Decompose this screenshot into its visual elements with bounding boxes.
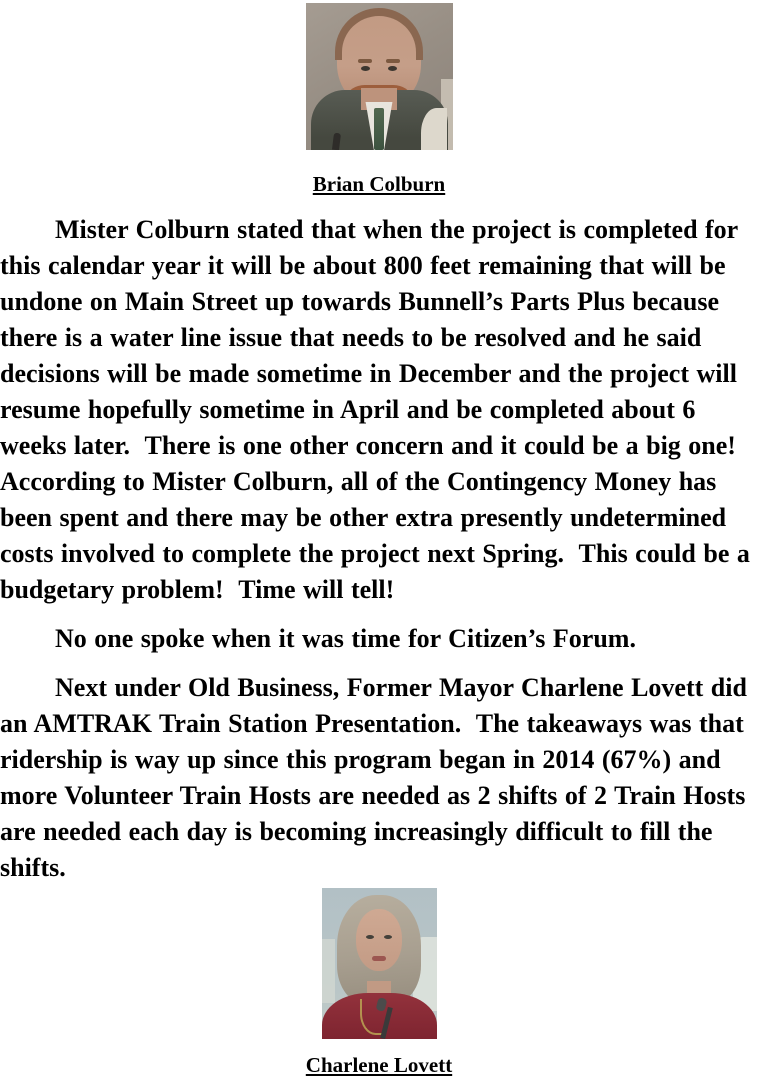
charlene-eye-shape [384,935,392,939]
charlene-mouth-shape [372,956,386,961]
brian-eyebrow-shape [358,59,372,63]
brian-colburn-photo [306,3,453,150]
brian-eye-shape [361,66,370,71]
paragraph-colburn-report: Mister Colburn stated that when the project is completed for this calendar year it will be about 800 feet remaining that will be undone on Main Street up towards Bunnell’s Parts Plus because there is a water line issue that needs to be resolved and he said decisions will be made sometime in December and the project will resume hopefully sometime in April and be completed about 6 weeks later. There is one other concern and it could be a big one! According to Mister Colburn, all of the Contingency Money has been spent and there may be other extra presently undetermined costs involved to complete the project next Spring. This could be a budgetary problem! Time will tell! [0,215,758,604]
charlene-photo-wall-strip [322,939,335,1003]
figure-charlene-lovett [0,888,758,1078]
paragraph-citizens-forum: No one spoke when it was time for Citizen’s Forum. [55,624,636,653]
charlene-lovett-photo [322,888,437,1039]
figure-brian-colburn [0,3,758,197]
caption-charlene-lovett: Charlene Lovett [305,1053,453,1077]
paragraph-amtrak-presentation: Next under Old Business, Former Mayor Charlene Lovett did an AMTRAK Train Station Presentation. The takeaways was that ridership is way up since this program began in 2014 (67%) and more Volunteer Train Hosts are needed as 2 shifts of 2 Train Hosts are needed each day is becoming increasingly difficult to fill the shifts. [0,673,755,882]
charlene-eye-shape [366,935,374,939]
brian-microphone-shape [331,133,340,150]
brian-eye-shape [388,66,397,71]
brian-eyebrow-shape [386,59,400,63]
minutes-body-text [0,212,758,886]
brian-tie-shape [374,108,384,150]
charlene-face-shape [356,909,402,971]
caption-brian-colburn: Brian Colburn [312,172,446,196]
